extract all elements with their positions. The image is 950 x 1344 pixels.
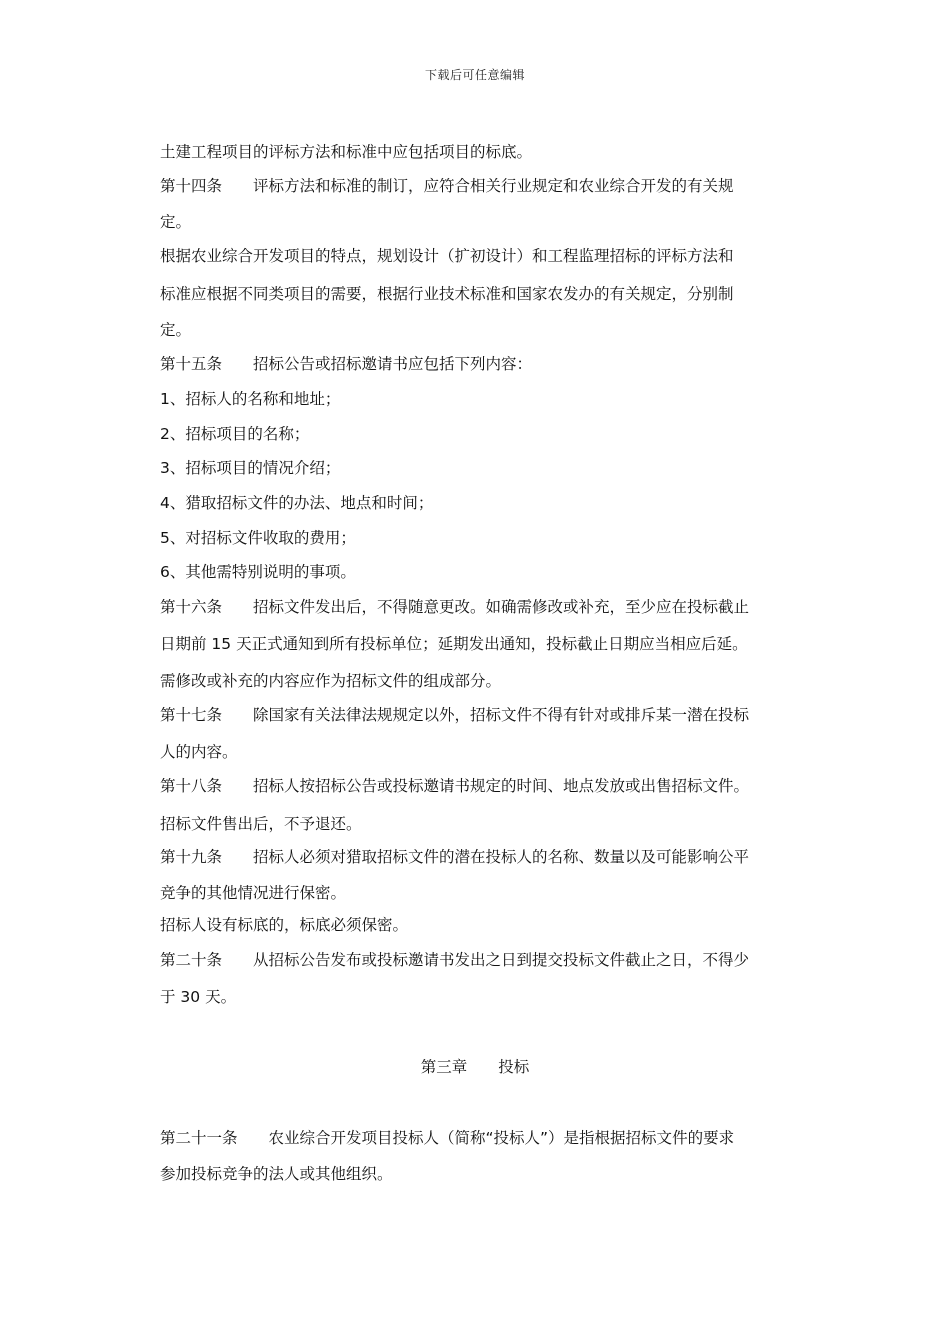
text-line: 第十四条 评标方法和标准的制订，应符合相关行业规定和农业综合开发的有关规 (160, 177, 734, 195)
list-item: 1、招标人的名称和地址； (160, 390, 341, 408)
list-item: 3、招标项目的情况介绍； (160, 459, 341, 477)
text-line: 土建工程项目的评标方法和标准中应包括项目的标底。 (160, 143, 533, 161)
list-item: 6、其他需特别说明的事项。 (160, 563, 356, 581)
text-line: 第十八条 招标人按招标公告或投标邀请书规定的时间、地点发放或出售招标文件。 (160, 777, 750, 795)
text-line: 招标文件售出后，不予退还。 (160, 815, 362, 833)
page-header: 下载后可任意编辑 (424, 68, 525, 82)
text-line: 第二十条 从招标公告发布或投标邀请书发出之日到提交投标文件截止之日，不得少 (160, 951, 750, 969)
text-line: 招标人设有标底的，标底必须保密。 (160, 916, 409, 934)
text-line: 参加投标竞争的法人或其他组织。 (160, 1165, 393, 1183)
text-line: 第十六条 招标文件发出后，不得随意更改。如确需修改或补充，至少应在投标截止 (160, 598, 750, 616)
text-line: 人的内容。 (160, 743, 238, 761)
list-item: 4、猎取招标文件的办法、地点和时间； (160, 494, 434, 512)
text-line: 第十七条 除国家有关法律法规规定以外，招标文件不得有针对或排斥某一潜在投标 (160, 706, 750, 724)
text-line: 定。 (160, 213, 192, 231)
text-line: 需修改或补充的内容应作为招标文件的组成部分。 (160, 672, 502, 690)
chapter-title: 第三章 投标 (420, 1058, 530, 1076)
list-item: 2、招标项目的名称； (160, 425, 310, 443)
text-line: 第十五条 招标公告或招标邀请书应包括下列内容： (160, 355, 533, 373)
text-line: 竞争的其他情况进行保密。 (160, 884, 347, 902)
text-line: 于 30 天。 (160, 988, 237, 1006)
text-line: 日期前 15 天正式通知到所有投标单位；延期发出通知，投标截止日期应当相应后延。 (160, 635, 748, 653)
text-line: 定。 (160, 321, 192, 339)
text-line: 标准应根据不同类项目的需要，根据行业技术标准和国家农发办的有关规定，分别制 (160, 285, 734, 303)
text-line: 根据农业综合开发项目的特点，规划设计（扩初设计）和工程监理招标的评标方法和 (160, 247, 734, 265)
text-line: 第十九条 招标人必须对猎取招标文件的潜在投标人的名称、数量以及可能影响公平 (160, 848, 750, 866)
list-item: 5、对招标文件收取的费用； (160, 529, 356, 547)
text-line: 第二十一条 农业综合开发项目投标人（简称“投标人”）是指根据招标文件的要求 (160, 1129, 735, 1147)
